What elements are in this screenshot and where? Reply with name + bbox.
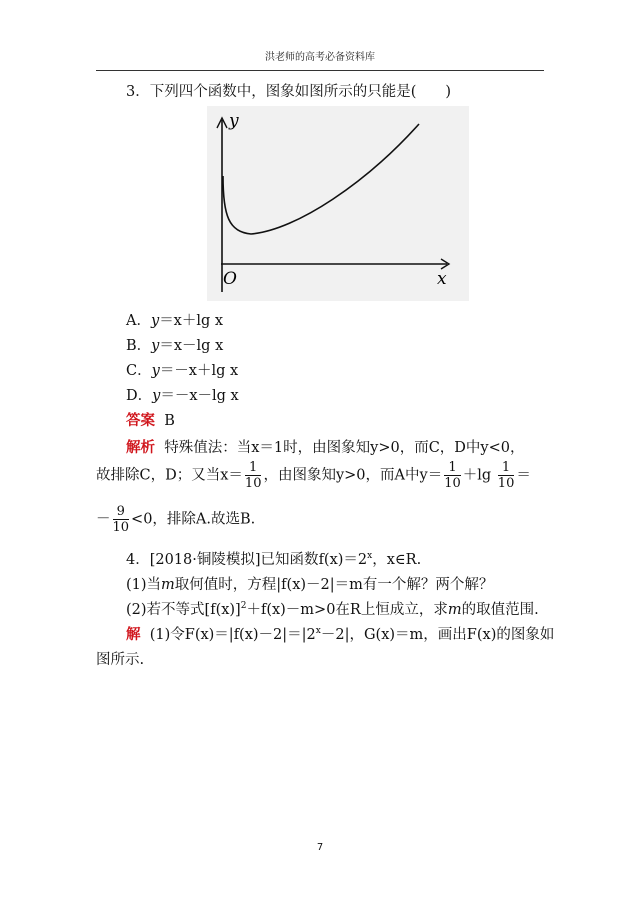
analysis-text-2g: ＝ — [516, 467, 531, 484]
q4-sol-a: (1)令F(x)＝|f(x)－2|＝|2 — [149, 627, 316, 643]
option-a-letter: A． — [126, 313, 151, 329]
analysis-line-1 — [126, 436, 525, 457]
analysis-label: 解析 — [126, 439, 155, 456]
q3-graph-svg — [207, 106, 469, 301]
analysis-text-2b: x＝ — [220, 467, 243, 484]
q4-p2b: ＋f(x)－m>0在R上恒成立，求 — [246, 602, 448, 618]
q4-p1c: 取何值时，方程|f(x)－2|＝m有一个解？两个解？ — [174, 577, 494, 593]
fraction-1-10-a: $\frac{1}{10}$ — [244, 460, 262, 491]
q4-p2c: m — [447, 602, 462, 618]
option-d — [126, 384, 239, 405]
analysis-text-2a: 故排除C，D；又当 — [96, 467, 221, 484]
q4-stem-a: 4．[2018·铜陵模拟]已知函数 — [126, 552, 319, 568]
option-c-expr: ＝－x＋lg x — [159, 363, 239, 379]
q4-p2a: (2)若不等式[f(x)] — [126, 602, 241, 618]
answer-value: B — [164, 413, 175, 429]
q4-p2sup: 2 — [240, 601, 247, 612]
option-d-letter: D． — [126, 388, 153, 404]
x-axis-label: x — [437, 269, 447, 289]
q4-part-1 — [126, 573, 493, 594]
option-b-y: y — [151, 338, 160, 354]
option-c — [126, 359, 238, 380]
analysis-text-1d: y<0， — [480, 440, 525, 456]
q4-part-2 — [126, 598, 539, 619]
option-a — [126, 309, 223, 330]
option-b-letter: B． — [126, 338, 152, 354]
y-axis-label: y — [229, 111, 239, 131]
origin-label: O — [223, 269, 237, 289]
analysis-text-1c: y>0，而C，D中 — [370, 440, 481, 456]
q4-sol-sup: x — [315, 626, 321, 637]
q4-p2d: 的取值范围. — [461, 602, 539, 618]
analysis-text-3b: <0，排除A.故选B. — [131, 511, 256, 528]
q4-p1a: (1)当 — [126, 577, 162, 593]
analysis-text-2c: ，由图象知 — [263, 467, 336, 484]
q4-stem-b: f(x)＝2 — [318, 552, 368, 568]
page-header-title: 洪老师的高考必备资料库 — [265, 52, 375, 63]
analysis-line-2 — [96, 460, 531, 491]
q4-p1b: m — [161, 577, 175, 593]
function-curve — [223, 124, 419, 234]
q3-answer — [126, 409, 175, 430]
q4-stem-c: ，x∈R. — [372, 552, 422, 568]
option-a-expr: ＝x＋lg x — [159, 313, 224, 329]
option-b — [126, 334, 223, 355]
solution-label: 解 — [126, 626, 141, 643]
fraction-1-10-c: $\frac{1}{10}$ — [497, 460, 515, 491]
q4-solution-line-1 — [126, 623, 554, 644]
page-number: 7 — [316, 842, 324, 853]
analysis-text-1b: x＝1时，由图象知 — [251, 440, 371, 456]
answer-label: 答案 — [126, 412, 155, 429]
option-d-expr: ＝－x－lg x — [160, 388, 239, 404]
option-d-y: y — [152, 388, 161, 404]
analysis-text-2e: y＝ — [419, 467, 443, 484]
q4-sol-b: －2|，G(x)＝m，画出F(x)的图象如 — [320, 627, 555, 643]
q4-stem — [126, 548, 421, 569]
analysis-text-2d: y>0，而A中 — [335, 467, 420, 484]
q3-graph — [207, 106, 469, 301]
q4-stem-sup: x — [367, 551, 373, 562]
analysis-line-3 — [96, 504, 255, 535]
q3-stem: 3．下列四个函数中，图象如图所示的只能是( ) — [126, 84, 452, 100]
option-b-expr: ＝x－lg x — [159, 338, 224, 354]
header-divider — [96, 70, 544, 71]
option-c-letter: C． — [126, 363, 152, 379]
analysis-text-1a: 特殊值法：当 — [164, 440, 252, 456]
q4-solution-line-2: 图所示. — [96, 652, 145, 668]
option-c-y: y — [151, 363, 160, 379]
option-a-y: y — [150, 313, 160, 329]
analysis-text-2f: ＋lg — [462, 467, 492, 484]
fraction-1-10-b: $\frac{1}{10}$ — [444, 460, 461, 491]
fraction-9-10: $\frac{9}{10}$ — [112, 504, 130, 535]
analysis-text-3a: － — [96, 511, 111, 528]
